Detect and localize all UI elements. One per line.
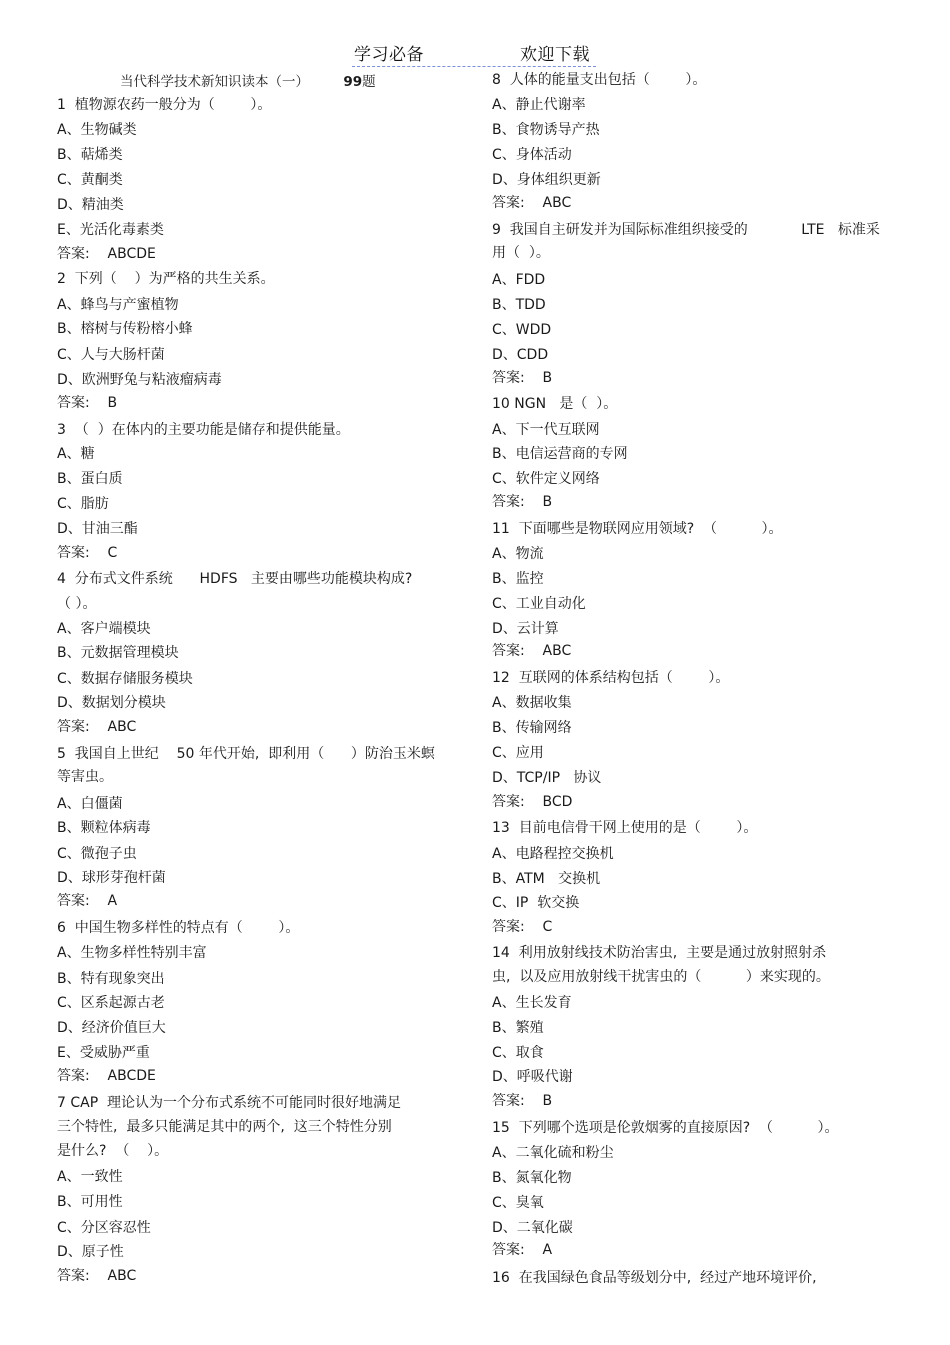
option-line: D、欧洲野兔与粘液瘤病毒 (57, 372, 222, 388)
option-line: A、白僵菌 (57, 796, 123, 812)
option-line: A、二氧化硫和粉尘 (492, 1145, 614, 1161)
question-line: 2 下列（ ）为严格的共生关系。 (57, 271, 275, 287)
option-line: D、CDD (492, 347, 549, 363)
option-line: C、分区容忍性 (57, 1220, 151, 1236)
option-line: D、数据划分模块 (57, 695, 166, 711)
option-line: D、经济价值巨大 (57, 1020, 166, 1036)
option-line: B、颗粒体病毒 (57, 820, 151, 836)
option-line: D、TCP/IP 协议 (492, 770, 602, 786)
option-line: A、生物多样性特别丰富 (57, 945, 207, 961)
option-line: B、氮氧化物 (492, 1170, 572, 1186)
option-line: A、一致性 (57, 1169, 123, 1185)
option-line: A、静止代谢率 (492, 97, 586, 113)
answer-line: 答案: B (492, 494, 553, 510)
answer-line: 答案: ABC (57, 719, 137, 735)
question-line: 10 NGN 是（ ）。 (492, 396, 618, 412)
option-line: C、软件定义网络 (492, 471, 600, 487)
option-line: B、繁殖 (492, 1020, 544, 1036)
question-line: 15 下列哪个选项是伦敦烟雾的直接原因? （ ）。 (492, 1120, 839, 1136)
question-line: 7 CAP 理论认为一个分布式系统不可能同时很好地满足 (57, 1095, 402, 1111)
option-line: D、原子性 (57, 1244, 124, 1260)
option-line: A、下一代互联网 (492, 422, 600, 438)
option-line: B、特有现象突出 (57, 971, 165, 987)
option-line: C、区系起源古老 (57, 995, 165, 1011)
option-line: E、光活化毒素类 (57, 222, 164, 238)
option-line: B、ATM 交换机 (492, 871, 601, 887)
option-line: A、FDD (492, 272, 546, 288)
question-line: 11 下面哪些是物联网应用领域? （ ）。 (492, 521, 783, 537)
answer-line: 答案: C (57, 545, 118, 561)
answer-line: 答案: ABC (492, 195, 572, 211)
question-line: 虫, 以及应用放射线干扰害虫的（ ）来实现的。 (492, 969, 830, 985)
option-line: D、球形芽孢杆菌 (57, 870, 166, 886)
header-right-text: 欢迎下载 (520, 45, 590, 65)
question-line: 9 我国自主研发并为国际标准组织接受的 LTE 标准采 (492, 222, 880, 238)
option-line: C、取食 (492, 1045, 544, 1061)
answer-line: 答案: B (57, 395, 118, 411)
question-line: 8 人体的能量支出包括（ ）。 (492, 72, 707, 88)
question-line: 用（ ）。 (492, 245, 550, 261)
question-line: 16 在我国绿色食品等级划分中, 经过产地环境评价, (492, 1270, 817, 1286)
option-line: A、生物碱类 (57, 122, 137, 138)
option-line: A、物流 (492, 546, 544, 562)
option-line: D、甘油三酯 (57, 521, 138, 537)
option-line: C、微孢子虫 (57, 846, 137, 862)
option-line: D、呼吸代谢 (492, 1069, 573, 1085)
question-line: 6 中国生物多样性的特点有（ ）。 (57, 920, 300, 936)
option-line: B、蛋白质 (57, 471, 123, 487)
option-line: C、身体活动 (492, 147, 572, 163)
question-line: 是什么? （ ）。 (57, 1143, 169, 1159)
option-line: B、电信运营商的专网 (492, 446, 628, 462)
option-line: C、臭氧 (492, 1195, 544, 1211)
header-left-text: 学习必备 (354, 45, 424, 65)
option-line: A、生长发育 (492, 995, 572, 1011)
answer-line: 答案: B (492, 1093, 553, 1109)
option-line: B、萜烯类 (57, 147, 123, 163)
question-line: 4 分布式文件系统 HDFS 主要由哪些功能模块构成? (57, 571, 413, 587)
question-line: 12 互联网的体系结构包括（ ）。 (492, 670, 730, 686)
option-line: C、WDD (492, 322, 552, 338)
answer-line: 答案: ABCDE (57, 246, 156, 262)
option-line: C、黄酮类 (57, 172, 123, 188)
answer-line: 答案: ABC (492, 643, 572, 659)
document-title-suffix: 题 (362, 74, 376, 90)
question-line: 14 利用放射线技术防治害虫, 主要是通过放射照射杀 (492, 945, 827, 961)
option-line: C、工业自动化 (492, 596, 586, 612)
option-line: A、数据收集 (492, 695, 572, 711)
option-line: C、应用 (492, 745, 544, 761)
question-line: 1 植物源农药一般分为（ ）。 (57, 97, 272, 113)
question-line: （ ）。 (57, 596, 97, 612)
question-count: 99 (343, 74, 363, 90)
option-line: A、客户端模块 (57, 621, 151, 637)
option-line: D、云计算 (492, 621, 559, 637)
answer-line: 答案: A (492, 1242, 553, 1258)
document-title-text: 当代科学技术新知识读本（一） (120, 74, 309, 90)
option-line: D、二氧化碳 (492, 1220, 573, 1236)
option-line: D、精油类 (57, 197, 124, 213)
option-line: E、受威胁严重 (57, 1045, 150, 1061)
option-line: B、可用性 (57, 1194, 123, 1210)
option-line: B、榕树与传粉榕小蜂 (57, 321, 193, 337)
option-line: A、糖 (57, 446, 95, 462)
question-line: 3 （ ）在体内的主要功能是储存和提供能量。 (57, 422, 350, 438)
answer-line: 答案: C (492, 919, 553, 935)
option-line: C、IP 软交换 (492, 895, 580, 911)
answer-line: 答案: B (492, 370, 553, 386)
option-line: A、电路程控交换机 (492, 846, 614, 862)
option-line: C、脂肪 (57, 496, 109, 512)
option-line: A、蜂鸟与产蜜植物 (57, 297, 179, 313)
question-line: 5 我国自上世纪 50 年代开始, 即利用（ ）防治玉米螟 (57, 746, 435, 762)
option-line: C、数据存储服务模块 (57, 671, 193, 687)
option-line: B、监控 (492, 571, 544, 587)
option-line: B、传输网络 (492, 720, 572, 736)
answer-line: 答案: BCD (492, 794, 573, 810)
option-line: D、身体组织更新 (492, 172, 601, 188)
question-line: 等害虫。 (57, 769, 113, 785)
option-line: B、元数据管理模块 (57, 645, 179, 661)
option-line: B、食物诱导产热 (492, 122, 600, 138)
document-title (120, 70, 376, 90)
question-line: 三个特性, 最多只能满足其中的两个, 这三个特性分别 (57, 1119, 392, 1135)
option-line: C、人与大肠杆菌 (57, 347, 165, 363)
answer-line: 答案: ABC (57, 1268, 137, 1284)
answer-line: 答案: A (57, 893, 118, 909)
page-header (352, 40, 596, 67)
answer-line: 答案: ABCDE (57, 1068, 156, 1084)
option-line: B、TDD (492, 297, 546, 313)
question-line: 13 目前电信骨干网上使用的是（ ）。 (492, 820, 758, 836)
